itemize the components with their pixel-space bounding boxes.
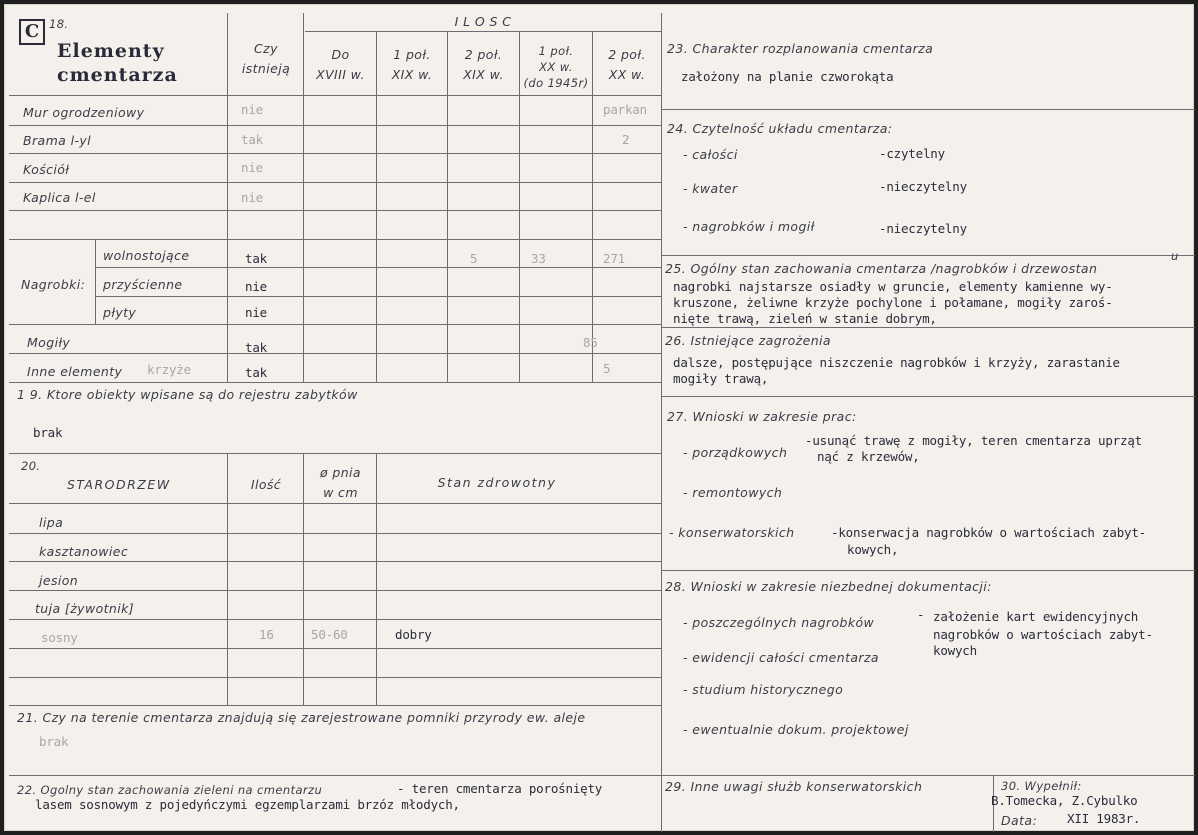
record-card xyxy=(4,4,1194,831)
s24-item-nagrobkow: - nagrobków i mogił xyxy=(683,219,815,234)
s27-porzadkowych-v1: -usunąć trawę z mogiły, teren cmentarza uprząt xyxy=(805,433,1142,448)
col-header-1pol-xx xyxy=(520,43,592,91)
rule xyxy=(9,95,661,96)
header-line: (do 1945r) xyxy=(523,76,589,90)
s24-value-kwater: -nieczytelny xyxy=(879,179,967,194)
header-line: 2 poł. xyxy=(464,47,503,62)
s26-label: 26. Istniejące zagrożenia xyxy=(665,333,831,348)
s28-value-line1: założenie kart ewidencyjnych xyxy=(933,609,1139,624)
row-label-plyty: płyty xyxy=(103,305,137,320)
czy-inne: tak xyxy=(245,365,267,380)
rule xyxy=(376,453,377,705)
s30-data-label: Data: xyxy=(1001,813,1038,828)
rule xyxy=(9,353,661,354)
header-line: 1 poł. xyxy=(538,44,574,58)
s24-label: 24. Czytelność układu cmentarza: xyxy=(667,121,893,136)
row-label-kosciol: Kościół xyxy=(23,162,70,177)
sosny-stan: dobry xyxy=(395,627,432,642)
s25-label: 25. Ogólny stan zachowania cmentarza /nagrobków i drzewostan xyxy=(665,261,1098,276)
s27-label: 27. Wnioski w zakresie prac: xyxy=(667,409,857,424)
rule xyxy=(661,255,1195,256)
center-divider xyxy=(661,13,662,832)
header-line: XVIII w. xyxy=(316,67,365,82)
s27-konserwatorskich-v1: -konserwacja nagrobków o wartościach zabyt- xyxy=(831,525,1147,540)
s25-line1: nagrobki najstarsze osiadły w gruncie, elementy kamienne wy- xyxy=(673,279,1113,294)
header-line: 1 poł. xyxy=(393,47,431,62)
row-label-brama: Brama l-yl xyxy=(23,133,92,148)
s23-value: założony na planie czworokąta xyxy=(681,69,894,84)
rule xyxy=(9,125,661,126)
rule xyxy=(661,775,1195,776)
rule xyxy=(9,648,661,649)
czy-przyscienne: nie xyxy=(245,279,267,294)
sosny-ilosc: 16 xyxy=(259,627,274,642)
nagrobki-group-label: Nagrobki: xyxy=(21,277,86,292)
row-label-wolnostojace: wolnostojące xyxy=(103,248,190,263)
s25-line3: nięte trawą, zieleń w stanie dobrym, xyxy=(673,311,937,326)
s24-item-calosci: - całości xyxy=(683,147,738,162)
s30-value: B.Tomecka, Z.Cybulko xyxy=(991,793,1138,808)
s28-item-nagrobkow: - poszczególnych nagrobków xyxy=(683,615,875,630)
section-letter: C xyxy=(24,21,40,42)
s27-konserwatorskich-v2: kowych, xyxy=(847,542,899,557)
rule xyxy=(661,327,1195,328)
s22-value-line2: lasem sosnowym z pojedyńczymi egzemplarzami brzóz młodych, xyxy=(35,797,460,812)
header-line: w cm xyxy=(323,485,358,500)
value-inne-c4: 5 xyxy=(603,361,611,376)
col-header-2pol-xix xyxy=(448,45,519,85)
col-header-do-xviii xyxy=(305,45,376,85)
row-label-kaplica: Kaplica l-el xyxy=(23,190,96,205)
row-label-mogily: Mogiły xyxy=(27,335,71,350)
czy-istnieja-header xyxy=(229,39,303,79)
ilosc-header: I L O S C xyxy=(454,14,512,29)
s28-value-line2: nagrobków o wartościach zabyt- xyxy=(933,627,1153,642)
sosny-pien: 50-60 xyxy=(311,627,348,642)
s20-starodrzew-header: STARODRZEW xyxy=(67,477,171,492)
tree-tuja: tuja [żywotnik] xyxy=(35,601,135,616)
rule xyxy=(95,239,96,324)
czy-mur: nie xyxy=(241,102,263,117)
table-title xyxy=(57,39,178,87)
s25-superscript: u xyxy=(1171,249,1179,263)
rule xyxy=(661,570,1195,571)
rule xyxy=(9,561,661,562)
value-wolnostojace-c4: 33 xyxy=(531,251,546,266)
s25-line2: kruszone, żeliwne krzyże pochylone i połamane, mogiły zaroś- xyxy=(673,295,1113,310)
rule xyxy=(305,31,661,32)
s24-value-nagrobkow: -nieczytelny xyxy=(879,221,967,236)
s20-ilosc-header: Ilość xyxy=(250,477,282,492)
tree-sosny: sosny xyxy=(41,630,78,645)
row-label-inne: Inne elementy xyxy=(27,364,123,379)
header-line: XIX w. xyxy=(391,67,433,82)
s21-label: 21. Czy na terenie cmentarza znajdują się zarejestrowane pomniki przyrody ew. aleje xyxy=(17,710,586,725)
col-header-2pol-xx xyxy=(593,45,661,85)
s19-value: brak xyxy=(33,425,63,440)
tree-kasztanowiec: kasztanowiec xyxy=(39,544,129,559)
s28-value-line3: kowych xyxy=(933,643,977,658)
rule xyxy=(9,503,661,504)
rule xyxy=(9,239,661,240)
s27-porzadkowych: - porządkowych xyxy=(683,445,788,460)
s22-label: 22. Ogolny stan zachowania zieleni na cmentarzu xyxy=(17,783,323,797)
czy-brama: tak xyxy=(241,132,263,147)
s30-data-value: XII 1983r. xyxy=(1067,811,1141,826)
header-line: Do xyxy=(331,47,350,62)
header-line: 2 poł. xyxy=(608,47,646,62)
rule xyxy=(9,705,661,706)
s20-pnia-header xyxy=(305,463,376,503)
s26-line2: mogiły trawą, xyxy=(673,371,769,386)
rule xyxy=(9,775,661,776)
rule xyxy=(9,382,661,383)
s28-label: 28. Wnioski w zakresie niezbednej dokumentacji: xyxy=(665,579,992,594)
czy-kosciol: nie xyxy=(241,160,263,175)
rule xyxy=(9,210,661,211)
s28-value-dash: - xyxy=(917,607,925,622)
s28-item-studium: - studium historycznego xyxy=(683,682,844,697)
s19-label: 1 9. Ktore obiekty wpisane są do rejestru zabytków xyxy=(17,387,358,402)
header-line: Czy xyxy=(254,41,278,56)
header-line: XIX w. xyxy=(463,67,504,82)
s21-value: brak xyxy=(39,734,69,749)
s22-value-line1: - teren cmentarza porośnięty xyxy=(397,781,603,796)
header-line: istnieją xyxy=(241,61,291,76)
s20-stan-header: Stan zdrowotny xyxy=(437,475,557,490)
section-number: 18. xyxy=(49,17,69,31)
rule xyxy=(9,324,661,325)
rule xyxy=(661,109,1195,110)
header-line: XX w. xyxy=(539,60,573,74)
inne-typed: krzyże xyxy=(147,362,191,377)
s30-label: 30. Wypełnił: xyxy=(1001,779,1082,793)
col-header-1pol-xix xyxy=(377,45,447,85)
rule xyxy=(9,182,661,183)
value-wolnostojace-c3: 5 xyxy=(470,251,478,266)
s28-item-ewidencji: - ewidencji całości cmentarza xyxy=(683,650,879,665)
czy-wolnostojace: tak xyxy=(245,251,267,266)
s28-item-projektowej: - ewentualnie dokum. projektowej xyxy=(683,722,909,737)
value-wolnostojace-c5: 271 xyxy=(603,251,625,266)
s27-porzadkowych-v2: nąć z krzewów, xyxy=(817,449,920,464)
czy-kaplica: nie xyxy=(241,190,263,205)
czy-plyty: nie xyxy=(245,305,267,320)
row-label-mur: Mur ogrodzeniowy xyxy=(23,105,145,120)
s26-line1: dalsze, postępujące niszczenie nagrobków i krzyży, zarastanie xyxy=(673,355,1120,370)
s24-item-kwater: - kwater xyxy=(683,181,738,196)
s27-remontowych: - remontowych xyxy=(683,485,783,500)
rule xyxy=(9,677,661,678)
rule xyxy=(9,153,661,154)
section-letter-box xyxy=(19,19,45,45)
table-title-line: cmentarza xyxy=(57,64,178,86)
czy-mogily: tak xyxy=(245,340,267,355)
row-label-przyscienne: przyścienne xyxy=(103,277,183,292)
rule xyxy=(9,590,661,591)
header-line: ø pnia xyxy=(319,465,361,480)
rule xyxy=(95,296,661,297)
rule xyxy=(661,396,1195,397)
tree-jesion: jesion xyxy=(39,573,79,588)
header-line: XX w. xyxy=(608,67,646,82)
rule xyxy=(95,267,661,268)
value-mur-c5: parkan xyxy=(603,102,647,117)
s24-value-calosci: -czytelny xyxy=(879,146,945,161)
rule xyxy=(9,619,661,620)
tree-lipa: lipa xyxy=(39,515,64,530)
s23-label: 23. Charakter rozplanowania cmentarza xyxy=(667,41,934,56)
s20-number: 20. xyxy=(21,459,41,473)
s29-label: 29. Inne uwagi służb konserwatorskich xyxy=(665,779,923,794)
value-mogily-c4: 85 xyxy=(583,335,598,350)
rule xyxy=(9,533,661,534)
rule xyxy=(9,453,661,454)
table-title-line: Elementy xyxy=(57,40,165,62)
s27-konserwatorskich: - konserwatorskich xyxy=(669,525,795,540)
value-brama-c5: 2 xyxy=(622,132,630,147)
